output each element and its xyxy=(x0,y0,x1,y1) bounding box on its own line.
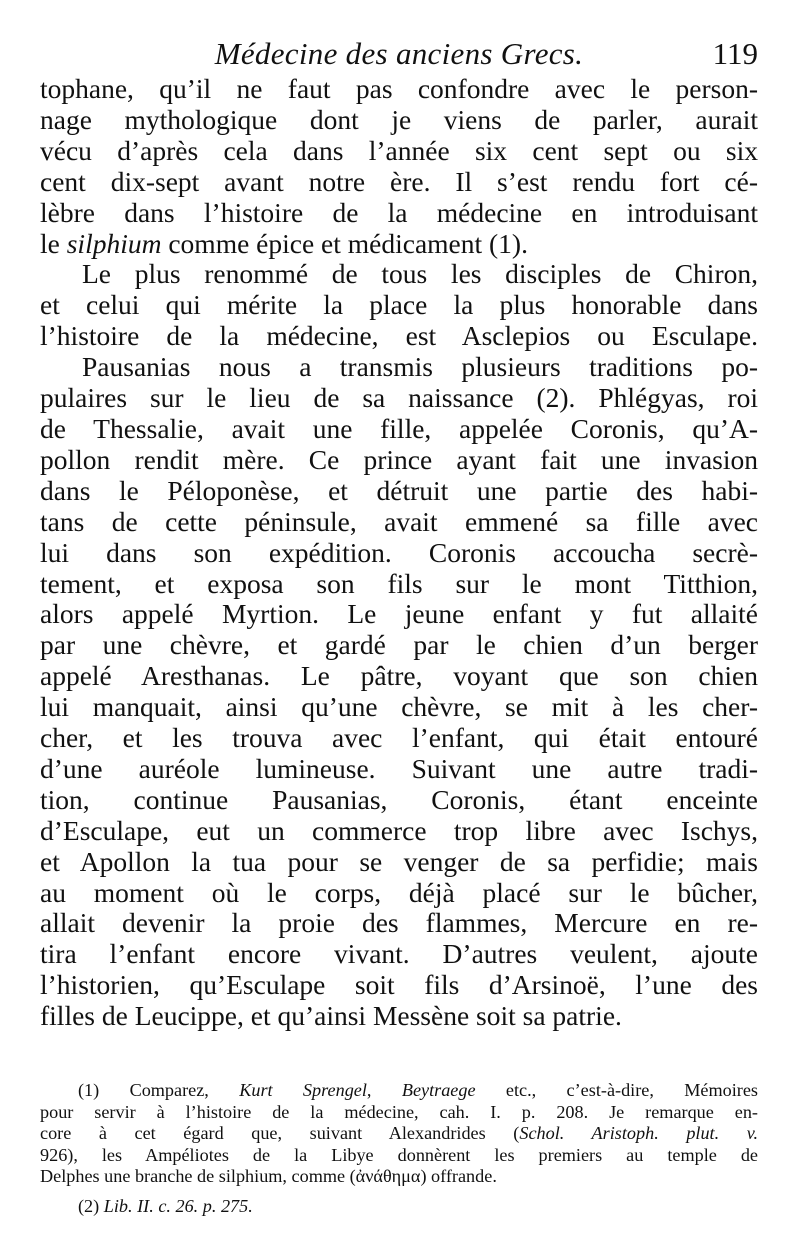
text-line: dans le Péloponèse, et détruit une partie des habi- xyxy=(40,474,758,506)
text-line: vécu d’après cela dans l’année six cent sept ou six xyxy=(40,134,758,166)
text-line: tira l’enfant encore vivant. D’autres veulent, ajoute xyxy=(40,938,758,970)
text-line: lui manquait, ainsi qu’une chèvre, se mit à les cher- xyxy=(40,691,758,723)
text-line: l’histoire de la médecine, est Asclepios ou Esculape. xyxy=(40,320,758,352)
text-line: lui dans son expédition. Coronis accoucha secrè- xyxy=(40,536,758,568)
text-line: tion, continue Pausanias, Coronis, étant enceinte xyxy=(40,783,758,815)
text-line: appelé Aresthanas. Le pâtre, voyant que son chien xyxy=(40,660,758,692)
text-line: filles de Leucippe, et qu’ainsi Messène soit sa patrie. xyxy=(40,1000,622,1032)
author-name: Kurt Sprengel xyxy=(239,1080,367,1100)
text-line: pulaires sur le lieu de sa naissance (2). Phlégyas, roi xyxy=(40,382,758,414)
footnote-1-line: 926), les Ampéliotes de la Libye donnèrent les premiers au temple de xyxy=(40,1144,758,1165)
text-line: tophane, qu’il ne faut pas confondre avec le person- xyxy=(40,73,758,104)
text-line: d’une auréole lumineuse. Suivant une autre tradi- xyxy=(40,752,758,784)
page-number: 119 xyxy=(712,36,758,71)
text-line: tement, et exposa son fils sur le mont Titthion, xyxy=(40,567,758,599)
text-line: allait devenir la proie des flammes, Mercure en re- xyxy=(40,907,758,939)
work-title: Beytraege xyxy=(401,1080,476,1100)
text-line: d’Esculape, eut un commerce trop libre avec Ischys, xyxy=(40,814,758,846)
text-line: cent dix-sept avant notre ère. Il s’est rendu fort cé- xyxy=(40,165,758,197)
running-head xyxy=(40,32,758,76)
footnote-2-marker: (2) xyxy=(78,1195,100,1216)
text-line: par une chèvre, et gardé par le chien d’un berger xyxy=(40,629,758,661)
text-fragment: etc., c’est-à-dire, Mémoires xyxy=(505,1080,758,1100)
footnote-1-line xyxy=(40,1080,758,1102)
text-line: nage mythologique dont je viens de parler, aurait xyxy=(40,103,758,135)
footnote-1-marker: (1) Comparez, xyxy=(78,1080,209,1100)
text-line xyxy=(40,229,758,260)
text-line: de Thessalie, avait une fille, appelée Coronis, qu’A- xyxy=(40,412,758,444)
text-fragment: comme épice et médicament (1). xyxy=(168,227,528,259)
text-fragment: core à cet égard que, suivant Alexandrides ( xyxy=(40,1123,520,1143)
punctuation: , xyxy=(366,1080,372,1100)
text-fragment: le xyxy=(40,227,60,259)
text-line: Le plus renommé de tous les disciples de Chiron, xyxy=(82,258,758,290)
text-line: pollon rendit mère. Ce prince ayant fait une invasion xyxy=(40,443,758,475)
text-line: tans de cette péninsule, avait emmené sa fille avec xyxy=(40,505,758,537)
footnote-1-line: Delphes une branche de silphium, comme (ἀνάθημα) offrande. xyxy=(40,1166,497,1186)
text-line: et Apollon la tua pour se venger de sa perfidie; mais xyxy=(40,845,758,877)
body-text xyxy=(40,74,758,1032)
source-citation: Schol. Aristoph. plut. v. xyxy=(519,1123,758,1143)
footnote-1-line: pour servir à l’histoire de la médecine, cah. I. p. 208. Je remarque en- xyxy=(40,1101,758,1122)
text-line: et celui qui mérite la place la plus honorable dans xyxy=(40,289,758,321)
source-citation: Lib. II. c. 26. p. 275. xyxy=(103,1195,253,1216)
footnote-1-line xyxy=(40,1123,758,1145)
text-line: l’historien, qu’Esculape soit fils d’Arsinoë, l’une des xyxy=(40,969,758,1001)
text-line: au moment où le corps, déjà placé sur le bûcher, xyxy=(40,876,758,908)
footnotes xyxy=(40,1080,758,1217)
footnote-2-line xyxy=(40,1196,758,1218)
text-line: alors appelé Myrtion. Le jeune enfant y fut allaité xyxy=(40,598,758,630)
italic-term: silphium xyxy=(66,227,162,259)
text-line: lèbre dans l’histoire de la médecine en introduisant xyxy=(40,196,758,228)
running-head-title: Médecine des anciens Grecs. xyxy=(214,36,584,71)
text-line: Pausanias nous a transmis plusieurs traditions po- xyxy=(82,351,758,383)
text-line: cher, et les trouva avec l’enfant, qui était entouré xyxy=(40,722,758,754)
